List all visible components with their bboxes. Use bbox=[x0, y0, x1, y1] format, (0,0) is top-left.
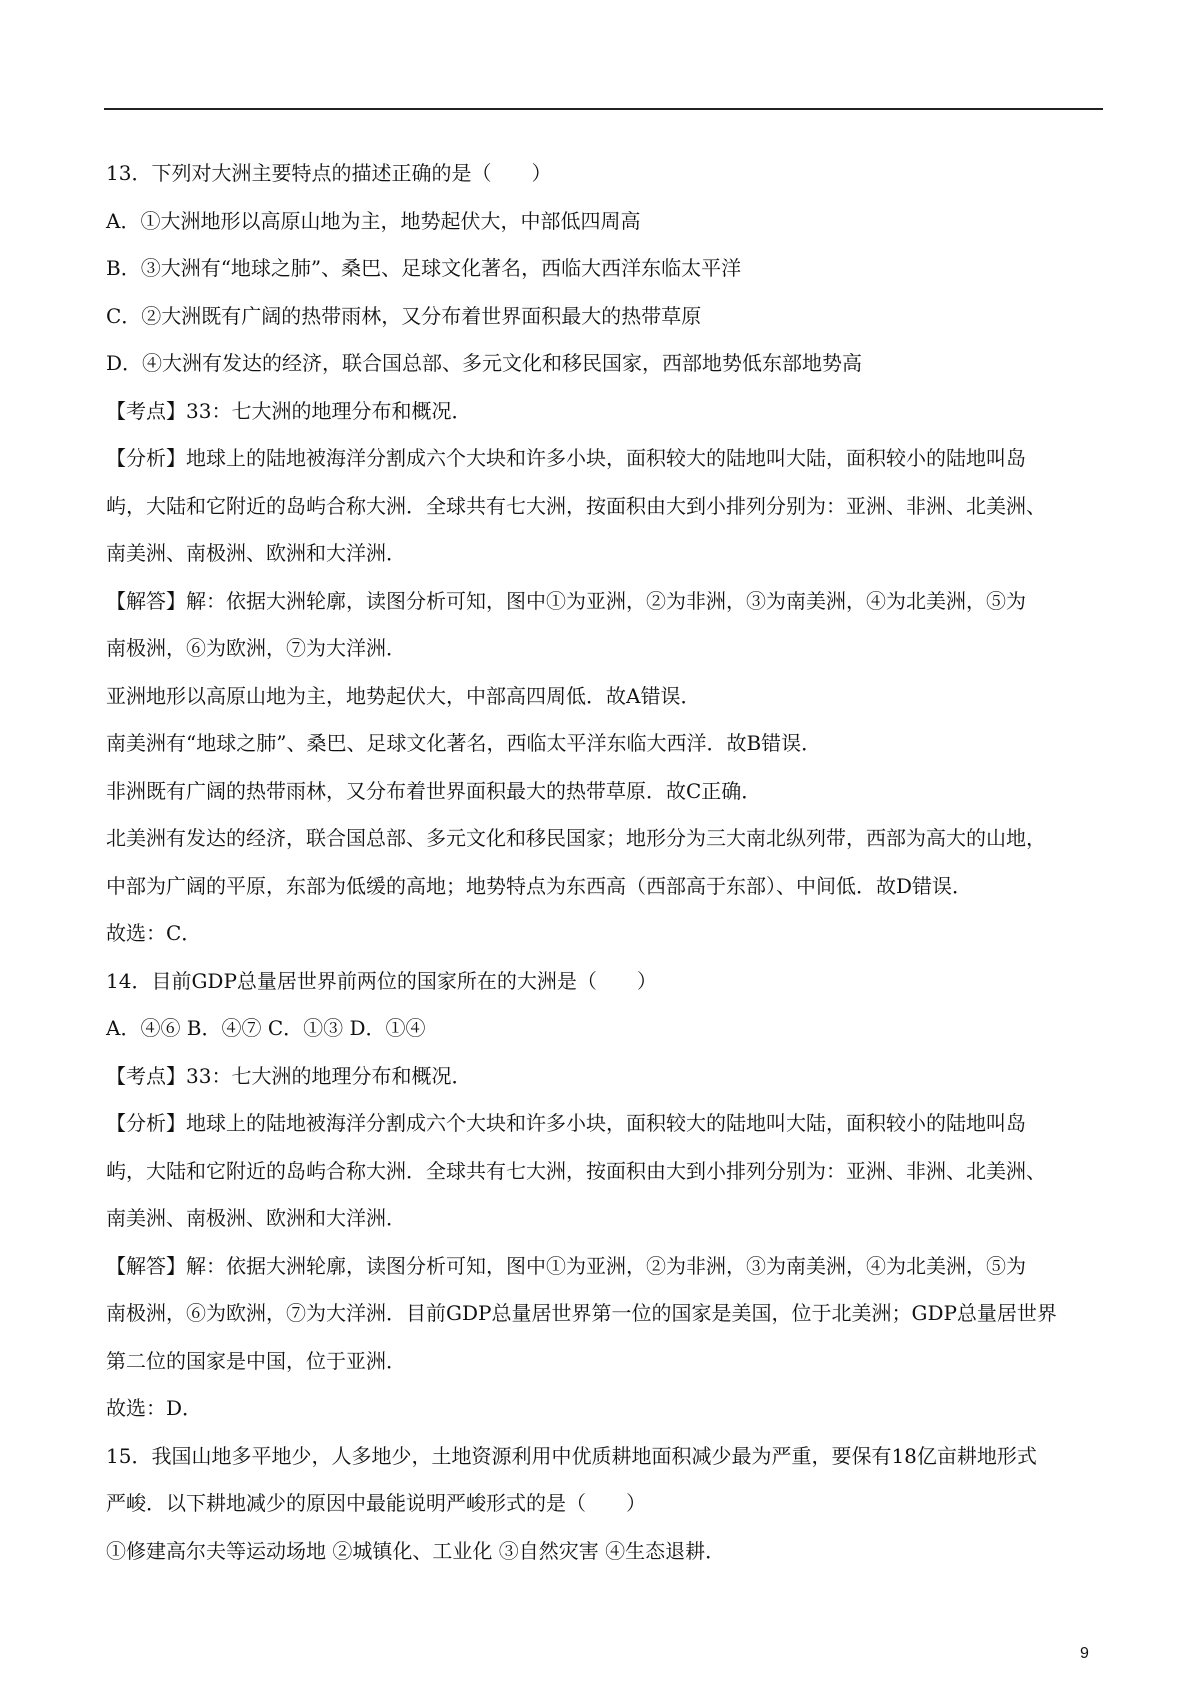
question-14-fenxi: 南美洲、南极洲、欧洲和大洋洲． bbox=[106, 1206, 406, 1230]
question-14-fenxi: 【分析】地球上的陆地被海洋分割成六个大块和许多小块，面积较大的陆地叫大陆，面积较小的陆地叫岛 bbox=[106, 1111, 1026, 1135]
question-13-jieda: 南美洲有“地球之肺”、桑巴、足球文化著名，西临太平洋东临大西洋．故B错误． bbox=[106, 731, 822, 755]
question-13-stem: 13．下列对大洲主要特点的描述正确的是（ ） bbox=[106, 161, 552, 185]
question-15-choices: ①修建高尔夫等运动场地 ②城镇化、工业化 ③自然灾害 ④生态退耕． bbox=[106, 1538, 726, 1563]
question-13-answer: 故选：C． bbox=[106, 921, 202, 945]
page-number: 9 bbox=[1080, 1645, 1089, 1662]
question-13-jieda: 北美洲有发达的经济，联合国总部、多元文化和移民国家；地形分为三大南北纵列带，西部为高大的山地， bbox=[106, 826, 1046, 850]
question-13-option-c: C．②大洲既有广阔的热带雨林，又分布着世界面积最大的热带草原 bbox=[106, 303, 702, 328]
question-13-jieda: 中部为广阔的平原，东部为低缓的高地；地势特点为东西高（西部高于东部）、中间低．故D错误． bbox=[106, 873, 973, 898]
question-14-jieda: 第二位的国家是中国，位于亚洲． bbox=[106, 1348, 406, 1373]
question-13-jieda: 南极洲，⑥为欧洲，⑦为大洋洲． bbox=[106, 636, 406, 660]
header-rule bbox=[104, 108, 1103, 110]
question-13-jieda: 【解答】解：依据大洲轮廓，读图分析可知，图中①为亚洲，②为非洲，③为南美洲，④为北美洲，⑤为 bbox=[106, 588, 1026, 613]
question-14-jieda: 【解答】解：依据大洲轮廓，读图分析可知，图中①为亚洲，②为非洲，③为南美洲，④为北美洲，⑤为 bbox=[106, 1253, 1026, 1278]
question-14-jieda: 南极洲，⑥为欧洲，⑦为大洋洲．目前GDP总量居世界第一位的国家是美国，位于北美洲；GDP总量居世界 bbox=[106, 1301, 1057, 1325]
page-content bbox=[106, 150, 1102, 1575]
question-14-kaodian: 【考点】33：七大洲的地理分布和概况． bbox=[106, 1063, 472, 1088]
question-14-answer: 故选：D． bbox=[106, 1396, 203, 1420]
question-15-stem: 严峻．以下耕地减少的原因中最能说明严峻形式的是（ ） bbox=[106, 1491, 646, 1515]
question-13-option-d: D．④大洲有发达的经济，联合国总部、多元文化和移民国家，西部地势低东部地势高 bbox=[106, 351, 863, 375]
question-13-option-b: B．③大洲有“地球之肺”、桑巴、足球文化著名，西临大西洋东临太平洋 bbox=[106, 256, 742, 280]
question-14-fenxi: 屿，大陆和它附近的岛屿合称大洲．全球共有七大洲，按面积由大到小排列分别为：亚洲、非洲、北美洲、 bbox=[106, 1158, 1046, 1183]
question-15-stem: 15．我国山地多平地少，人多地少，土地资源利用中优质耕地面积减少最为严重，要保有18亿亩耕地形式 bbox=[106, 1443, 1037, 1468]
question-13-jieda: 非洲既有广阔的热带雨林，又分布着世界面积最大的热带草原．故C正确． bbox=[106, 778, 762, 803]
question-13-option-a: A．①大洲地形以高原山地为主，地势起伏大，中部低四周高 bbox=[106, 208, 641, 233]
question-13-kaodian: 【考点】33：七大洲的地理分布和概况． bbox=[106, 398, 472, 423]
question-13-fenxi: 南美洲、南极洲、欧洲和大洋洲． bbox=[106, 541, 406, 565]
question-14-stem: 14．目前GDP总量居世界前两位的国家所在的大洲是（ ） bbox=[106, 968, 657, 993]
question-13-fenxi: 【分析】地球上的陆地被海洋分割成六个大块和许多小块，面积较大的陆地叫大陆，面积较小的陆地叫岛 bbox=[106, 446, 1026, 470]
question-14-options: A．④⑥ B．④⑦ C．①③ D．①④ bbox=[106, 1016, 426, 1040]
question-13-fenxi: 屿，大陆和它附近的岛屿合称大洲．全球共有七大洲，按面积由大到小排列分别为：亚洲、非洲、北美洲、 bbox=[106, 493, 1046, 518]
question-13-jieda: 亚洲地形以高原山地为主，地势起伏大，中部高四周低．故A错误． bbox=[106, 683, 701, 708]
